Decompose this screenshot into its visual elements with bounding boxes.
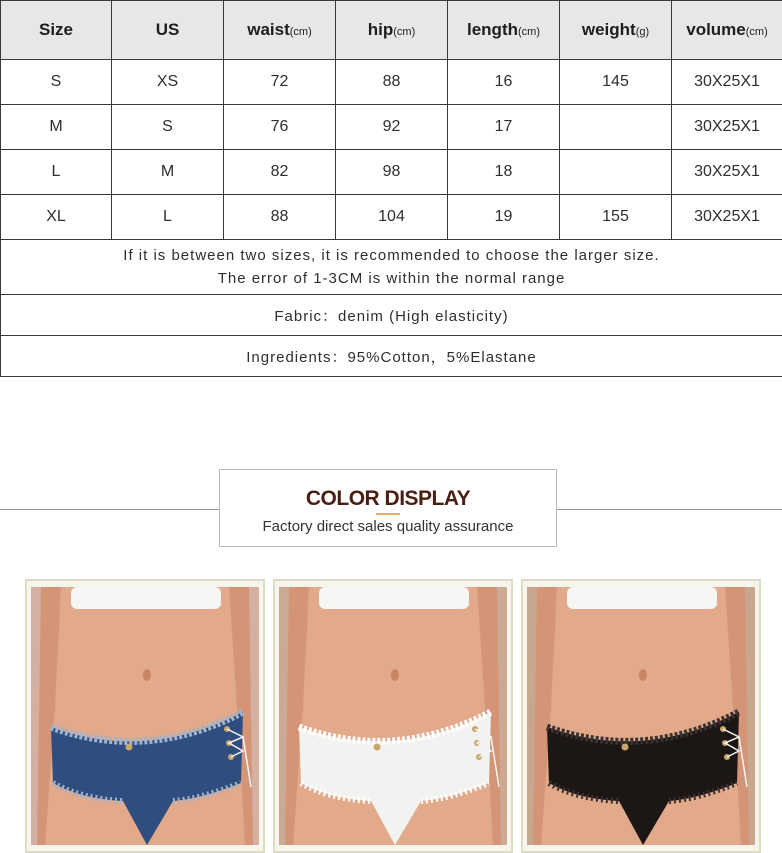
header-waist: waist(cm) xyxy=(224,1,336,60)
size-advice-note xyxy=(1,240,782,295)
header-length: length(cm) xyxy=(448,1,560,60)
header-us: US xyxy=(112,1,224,60)
table-cell: 98 xyxy=(336,150,448,195)
table-cell: S xyxy=(1,60,112,105)
table-cell xyxy=(560,150,672,195)
section-divider-right xyxy=(557,509,782,510)
table-cell: 17 xyxy=(448,105,560,150)
model-shorts-illustration xyxy=(31,587,259,845)
table-cell: 76 xyxy=(224,105,336,150)
size-advice-line-1: If it is between two sizes, it is recommended to choose the larger size. xyxy=(1,244,782,267)
size-advice-row xyxy=(1,240,782,295)
table-cell: 16 xyxy=(448,60,560,105)
table-cell: S xyxy=(112,105,224,150)
ingredients-row xyxy=(1,336,782,377)
table-cell: M xyxy=(112,150,224,195)
table-cell xyxy=(560,105,672,150)
model-shorts-illustration xyxy=(527,587,755,845)
product-photo-white xyxy=(273,579,513,853)
table-row xyxy=(1,195,782,240)
header-weight: weight(g) xyxy=(560,1,672,60)
size-advice-line-2: The error of 1-3CM is within the normal range xyxy=(1,267,782,290)
size-chart-header-row xyxy=(1,1,782,60)
table-cell: 145 xyxy=(560,60,672,105)
header-size: Size xyxy=(1,1,112,60)
table-cell: 30X25X1 xyxy=(672,105,782,150)
color-display-heading-box xyxy=(219,469,557,547)
table-cell: XS xyxy=(112,60,224,105)
table-cell: XL xyxy=(1,195,112,240)
table-cell: L xyxy=(1,150,112,195)
table-row xyxy=(1,60,782,105)
size-chart-table xyxy=(0,0,782,377)
header-hip: hip(cm) xyxy=(336,1,448,60)
table-cell: 19 xyxy=(448,195,560,240)
table-cell: 92 xyxy=(336,105,448,150)
section-divider-left xyxy=(0,509,219,510)
table-cell: 82 xyxy=(224,150,336,195)
table-cell: 18 xyxy=(448,150,560,195)
table-row xyxy=(1,150,782,195)
ingredients-text: Ingredients：95%Cotton，5%Elastane xyxy=(1,336,782,377)
table-cell: 155 xyxy=(560,195,672,240)
table-cell: 88 xyxy=(336,60,448,105)
table-row xyxy=(1,105,782,150)
color-display-title: COLOR DISPLAY xyxy=(220,487,556,511)
table-cell: 88 xyxy=(224,195,336,240)
header-volume: volume(cm) xyxy=(672,1,782,60)
table-cell: M xyxy=(1,105,112,150)
model-shorts-illustration xyxy=(279,587,507,845)
fabric-row xyxy=(1,295,782,336)
table-cell: L xyxy=(112,195,224,240)
table-cell: 30X25X1 xyxy=(672,195,782,240)
table-cell: 72 xyxy=(224,60,336,105)
title-accent-underline xyxy=(376,513,400,515)
table-cell: 30X25X1 xyxy=(672,60,782,105)
color-display-subtitle: Factory direct sales quality assurance xyxy=(220,518,556,535)
table-cell: 104 xyxy=(336,195,448,240)
fabric-text: Fabric：denim (High elasticity) xyxy=(1,295,782,336)
product-photo-blue xyxy=(25,579,265,853)
product-photo-black xyxy=(521,579,761,853)
table-cell: 30X25X1 xyxy=(672,150,782,195)
